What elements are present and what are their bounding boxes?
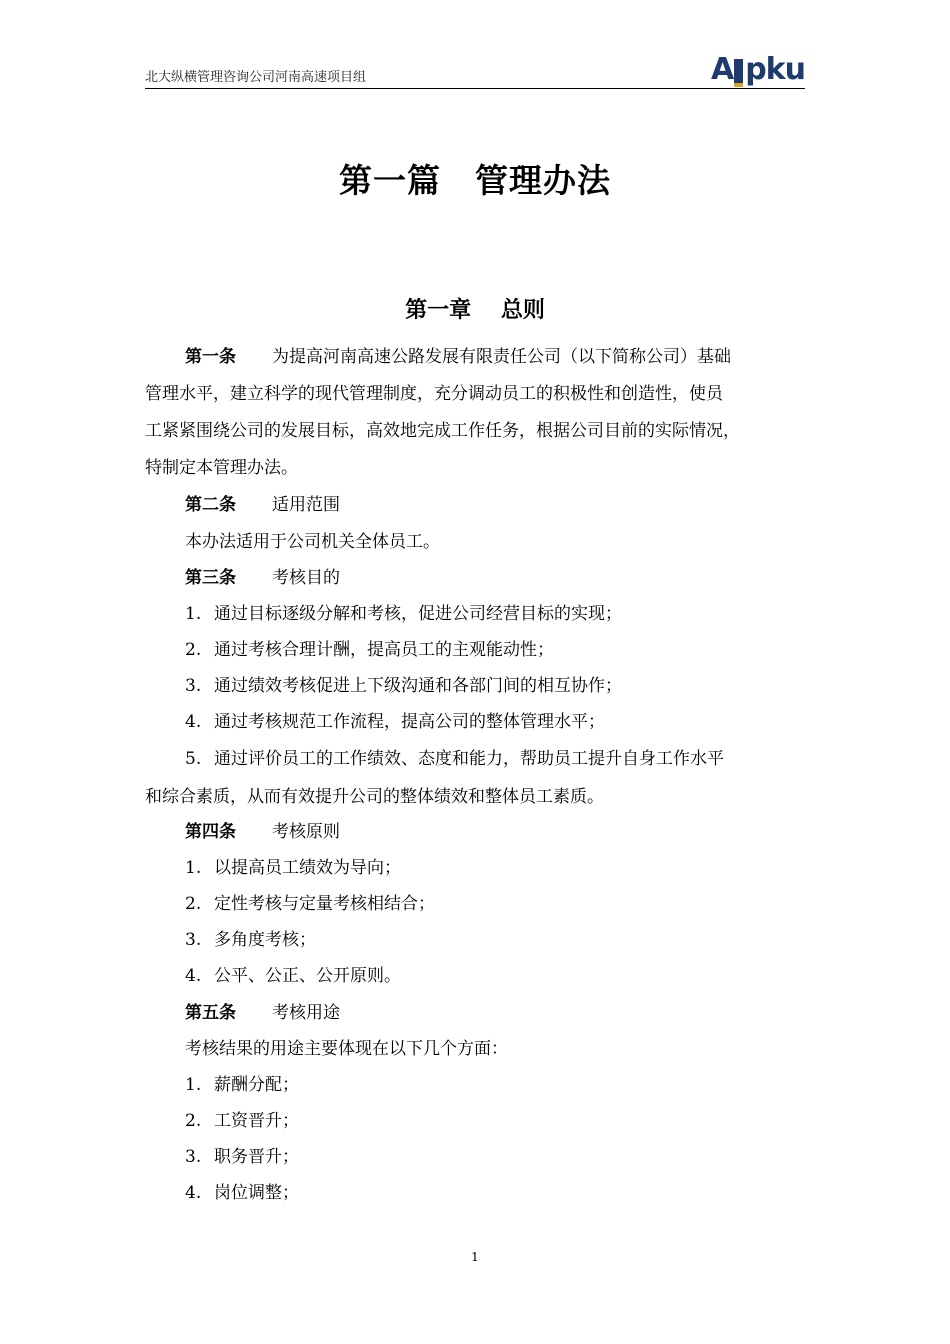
list-number: 5. <box>185 749 202 769</box>
list-item <box>185 856 401 880</box>
article-1-line: 工紧紧围绕公司的发展目标，高效地完成工作任务，根据公司目前的实际情况， <box>145 421 740 441</box>
article-text: 为提高河南高速公路发展有限责任公司（以下简称公司）基础 <box>272 347 731 367</box>
article-label: 第四条 <box>185 822 236 842</box>
list-item <box>185 892 435 916</box>
list-number: 4. <box>185 966 202 986</box>
list-number: 2. <box>185 640 202 660</box>
list-text: 薪酬分配； <box>214 1075 299 1095</box>
list-text: 定性考核与定量考核相结合； <box>214 894 435 914</box>
header-text: 北大纵横管理咨询公司河南高速项目组 <box>145 70 367 85</box>
article-1-line: 管理水平，建立科学的现代管理制度，充分调动员工的积极性和创造性，使员 <box>145 384 723 404</box>
article-1-heading <box>185 345 731 369</box>
article-5-heading <box>185 1001 340 1025</box>
list-number: 3. <box>185 1147 202 1167</box>
article-title: 考核目的 <box>272 568 340 588</box>
list-number: 2. <box>185 894 202 914</box>
list-number: 2. <box>185 1111 202 1131</box>
article-label: 第五条 <box>185 1003 236 1023</box>
article-title: 考核原则 <box>272 822 340 842</box>
list-text: 通过考核合理计酬，提高员工的主观能动性； <box>214 640 554 660</box>
list-text: 通过评价员工的工作绩效、态度和能力，帮助员工提升自身工作水平 <box>214 749 724 769</box>
article-1-line: 特制定本管理办法。 <box>145 458 298 478</box>
article-label: 第二条 <box>185 495 236 515</box>
article-2-body: 本办法适用于公司机关全体员工。 <box>185 532 440 552</box>
list-number: 4. <box>185 712 202 732</box>
list-text: 工资晋升； <box>214 1111 299 1131</box>
list-number: 1. <box>185 604 202 624</box>
page-number: 1 <box>471 1250 479 1264</box>
list-text: 岗位调整； <box>214 1183 299 1203</box>
logo-mark-icon <box>734 59 743 83</box>
list-item <box>185 602 622 626</box>
logo-suffix: pku <box>745 52 805 87</box>
list-item <box>185 674 622 698</box>
list-item <box>185 928 316 952</box>
list-text: 职务晋升； <box>214 1147 299 1167</box>
list-item <box>185 710 605 734</box>
list-number: 3. <box>185 676 202 696</box>
company-logo <box>710 52 805 87</box>
list-item <box>185 964 401 988</box>
part-title: 第一篇 管理办法 <box>339 161 611 200</box>
article-title: 适用范围 <box>272 495 340 515</box>
article-label: 第一条 <box>185 347 236 367</box>
article-4-heading <box>185 820 340 844</box>
list-text: 通过绩效考核促进上下级沟通和各部门间的相互协作； <box>214 676 622 696</box>
list-item <box>185 747 724 771</box>
article-title: 考核用途 <box>272 1003 340 1023</box>
list-item-continuation: 和综合素质，从而有效提升公司的整体绩效和整体员工素质。 <box>145 787 604 807</box>
article-2-heading <box>185 493 340 517</box>
list-item <box>185 1109 299 1133</box>
list-number: 1. <box>185 1075 202 1095</box>
list-item <box>185 638 554 662</box>
list-number: 3. <box>185 930 202 950</box>
page-header <box>145 52 805 89</box>
list-text: 以提高员工绩效为导向； <box>214 858 401 878</box>
list-text: 通过目标逐级分解和考核，促进公司经营目标的实现； <box>214 604 622 624</box>
list-text: 通过考核规范工作流程，提高公司的整体管理水平； <box>214 712 605 732</box>
article-5-body: 考核结果的用途主要体现在以下几个方面： <box>185 1039 508 1059</box>
logo-prefix: A <box>710 52 734 87</box>
list-number: 1. <box>185 858 202 878</box>
article-3-heading <box>185 566 340 590</box>
article-label: 第三条 <box>185 568 236 588</box>
list-item <box>185 1181 299 1205</box>
list-text: 多角度考核； <box>214 930 316 950</box>
list-text: 公平、公正、公开原则。 <box>214 966 401 986</box>
list-item <box>185 1145 299 1169</box>
list-item <box>185 1073 299 1097</box>
list-number: 4. <box>185 1183 202 1203</box>
chapter-title: 第一章 总则 <box>405 297 545 323</box>
